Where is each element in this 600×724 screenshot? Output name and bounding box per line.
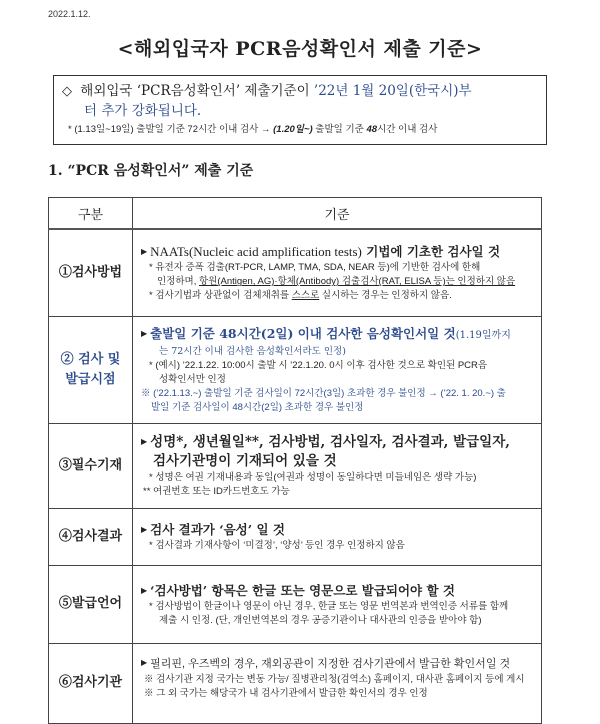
table-row xyxy=(49,643,542,723)
row-example: * (예시) ’22.1.22. 10:00시 출발 시 ’22.1.20. 0시 이후 검사한 것으로 확인된 PCR음 xyxy=(149,360,488,371)
main-korean: 기법에 기초한 검사일 것 xyxy=(361,244,501,260)
row-main xyxy=(141,654,535,673)
note-text: 실시하는 경우는 인정하지 않음. xyxy=(319,290,452,302)
triangle-bullet-icon: ▶ xyxy=(141,328,148,338)
row-criteria xyxy=(133,565,542,643)
row-note: ※ 그 외 국가는 해당국가 내 검사기관에서 발급한 확인서의 경우 인정 xyxy=(144,687,428,699)
main-text: 성명*, 생년월일**, 검사방법, 검사일자, 검사결과, 발급일자, xyxy=(150,434,510,450)
notice-line-1 xyxy=(62,81,538,102)
row-note-cont xyxy=(141,275,535,289)
table-row xyxy=(49,565,542,643)
row-criteria xyxy=(133,316,542,423)
main-small: (1.19일까지 xyxy=(455,330,511,341)
diamond-outline-icon: ◇ xyxy=(62,84,72,99)
row-note: ※ 검사기관 지정 국가는 변동 가능/ 질병관리청(검역소) 홈페이지, 대사관 홈페이지 등에 게시 xyxy=(144,673,525,685)
row-note xyxy=(141,289,535,303)
footnote-hours: 48 xyxy=(366,124,378,135)
row-criteria xyxy=(133,508,542,565)
row-main xyxy=(141,242,535,261)
note-text: 인정하며, xyxy=(157,276,199,288)
main-text: 출발일 기준 48시간(2일) 이내 검사한 음성확인서일 것 xyxy=(150,326,456,341)
document-date: 2022.1.12. xyxy=(48,9,91,19)
row-example-cont: 성확인서만 인정 xyxy=(159,374,226,385)
document-title: <해외입국자 PCR음성확인서 제출 기준> xyxy=(117,38,483,60)
row-main xyxy=(141,324,535,345)
row-category: ⑥검사기관 xyxy=(49,643,133,723)
row-note: * 검사결과 기재사항이 ‘미결정’, ‘양성’ 등인 경우 인정하지 않음 xyxy=(149,540,405,551)
table-row xyxy=(49,508,542,565)
table-header-row xyxy=(49,198,542,230)
triangle-bullet-icon: ▶ xyxy=(141,436,148,446)
category-line-2: 발급시점 xyxy=(65,371,116,387)
note-underlined: 항원(Antigen, AG)·항체(Antibody) 검출검사(RAT, ELISA 등)는 인정하지 않음 xyxy=(199,276,516,288)
main-english: NAATs(Nucleic acid amplification tests) xyxy=(150,244,362,260)
row-note: * 유전자 증폭 검출(RT-PCR, LAMP, TMA, SDA, NEAR 등)에 기반한 검사에 한해 xyxy=(149,262,481,274)
row-category: ③필수기재 xyxy=(49,423,133,508)
triangle-bullet-icon: ▶ xyxy=(141,584,148,595)
triangle-bullet-icon: ▶ xyxy=(141,246,148,257)
row-note: ** 여권번호 또는 ID카드번호도 가능 xyxy=(143,486,290,497)
row-note-cont: 발일 기준 검사일이 48시간(2일) 초과한 경우 불인정 xyxy=(151,402,364,413)
header-category: 구분 xyxy=(49,198,133,230)
table-row xyxy=(49,423,542,508)
notice-effective-date: ’22년 1월 20일(한국시)부 xyxy=(313,83,472,99)
triangle-bullet-icon: ▶ xyxy=(141,657,148,667)
notice-line-2: 터 추가 강화됩니다. xyxy=(84,103,202,119)
notice-box xyxy=(53,75,547,145)
notice-text: 해외입국 ‘PCR음성확인서’ 제출기준이 xyxy=(80,83,314,99)
row-note: ※ (’22.1.13.~) 출발일 기준 검사일이 72시간(3일) 초과한 경우 불인정 → (’22. 1. 20.~) 출 xyxy=(141,388,506,399)
row-category: ⑤발급언어 xyxy=(49,565,133,643)
row-category xyxy=(49,316,133,423)
row-main xyxy=(141,432,535,452)
footnote-text-end: 시간 이내 검사 xyxy=(377,124,438,135)
row-main xyxy=(141,520,535,539)
row-category: ①검사방법 xyxy=(49,229,133,316)
row-main xyxy=(141,581,535,600)
note-text: * 검사기법과 상관없이 검체채취를 xyxy=(149,290,292,302)
row-note: * 성명은 여권 기재내용과 동일(여권과 성명이 동일하다면 미들네임은 생략 가능) xyxy=(149,472,477,483)
row-criteria xyxy=(133,643,542,723)
note-underlined: 스스로 xyxy=(291,290,320,302)
triangle-bullet-icon: ▶ xyxy=(141,524,148,534)
row-note: * 검사방법이 한글이나 영문이 아닌 경우, 한글 또는 영문 번역본과 번역인증 서류를 함께 xyxy=(149,600,509,612)
row-main-cont: 검사기관명이 기재되어 있을 것 xyxy=(153,453,337,469)
main-text: 필리핀, 우즈벡의 경우, 재외공관이 지정한 검사기관에서 발급한 확인서일 것 xyxy=(150,657,511,670)
footnote-after-date: (1.20일~) xyxy=(273,124,313,135)
category-line-1: ② 검사 및 xyxy=(60,351,121,367)
row-main-cont: 는 72시간 이내 검사한 음성확인서라도 인정) xyxy=(159,346,346,357)
notice-footnote xyxy=(62,123,538,137)
table-row xyxy=(49,316,542,423)
row-category: ④검사결과 xyxy=(49,508,133,565)
main-text: ‘검사방법’ 항목은 한글 또는 영문으로 발급되어야 할 것 xyxy=(150,582,455,598)
section-heading: 1. “PCR 음성확인서” 제출 기준 xyxy=(48,163,254,179)
footnote-text: 출발일 기준 xyxy=(312,124,367,135)
table-row xyxy=(49,229,542,316)
footnote-before: (1.13일~19일) 출발일 기준 72시간 이내 검사 → xyxy=(74,124,274,135)
main-text: 검사 결과가 ‘음성’ 일 것 xyxy=(150,522,285,537)
header-criteria: 기준 xyxy=(133,198,542,230)
row-note-cont: 제출 시 인정. (단, 개인번역본의 경우 공증기관이나 대사관의 인증을 받아야 함) xyxy=(159,614,482,626)
footnote-bullet: * xyxy=(68,124,72,135)
row-criteria xyxy=(133,229,542,316)
criteria-table xyxy=(48,197,542,724)
row-criteria xyxy=(133,423,542,508)
